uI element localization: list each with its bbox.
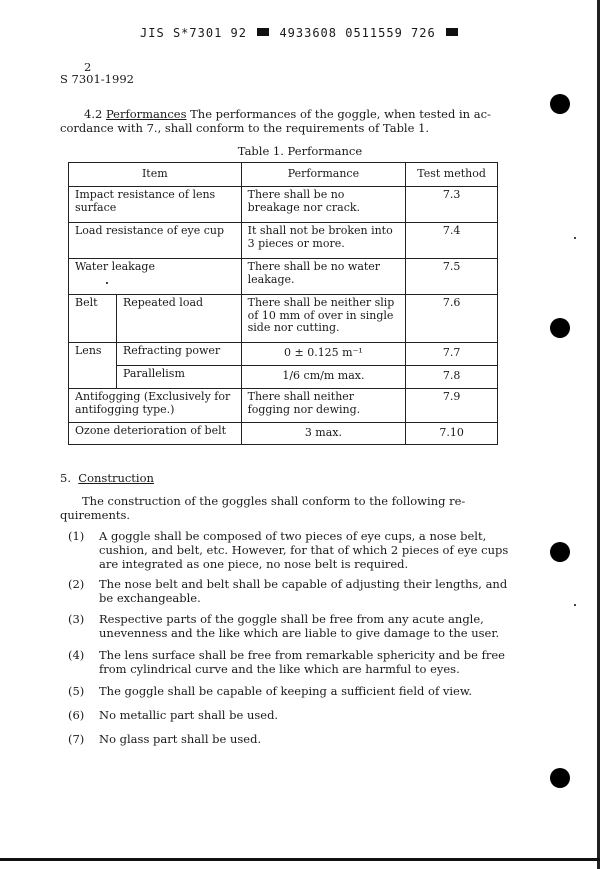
item-cell: Impact resistance of lens surface xyxy=(69,187,242,223)
performance-cell: There shall be no breakage nor crack. xyxy=(241,187,406,223)
requirement-item xyxy=(68,577,508,605)
table-row xyxy=(69,187,498,223)
requirement-text: The goggle shall be capable of keeping a sufficient field of view. xyxy=(99,684,472,698)
item-cell: Ozone deterioration of belt xyxy=(69,423,242,445)
item-cell: Parallelism xyxy=(116,366,241,389)
column-header-performance: Performance xyxy=(241,163,406,187)
section-4-2-number: 4.2 xyxy=(84,107,103,121)
requirement-number: (5) xyxy=(68,684,85,698)
performance-table xyxy=(68,162,498,445)
method-cell: 7.6 xyxy=(406,295,498,343)
requirement-number: (1) xyxy=(68,529,85,543)
item-cell: Antifogging (Exclusively for antifogging type.) xyxy=(69,389,242,423)
item-cell: Repeated load xyxy=(116,295,241,343)
requirement-text: No metallic part shall be used. xyxy=(99,708,279,722)
scan-speck xyxy=(574,604,576,606)
punch-hole xyxy=(550,542,570,562)
method-cell: 7.4 xyxy=(406,223,498,259)
column-header-test-method: Test method xyxy=(406,163,498,187)
section-4-2-text: The performances of the goggle, when tested in ac- xyxy=(190,107,491,121)
method-cell: 7.7 xyxy=(406,343,498,366)
table-row xyxy=(69,366,498,389)
table-row xyxy=(69,423,498,445)
requirement-text: The lens surface shall be free from remarkable sphericity and be free from cylindrical curve and the like which are harmful to eyes. xyxy=(99,648,505,676)
requirement-number: (4) xyxy=(68,648,85,662)
table-row xyxy=(69,295,498,343)
page-number: 2 xyxy=(84,60,92,74)
punch-hole xyxy=(550,318,570,338)
group-cell-belt: Belt xyxy=(69,295,117,343)
table-row xyxy=(69,343,498,366)
scan-edge-bottom xyxy=(0,858,600,861)
section-5-intro-line2: quirements. xyxy=(60,508,131,522)
requirement-number: (6) xyxy=(68,708,85,722)
header-code: JIS S*7301 92 xyxy=(140,26,247,40)
table-row xyxy=(69,259,498,295)
requirement-text: The nose belt and belt shall be capable of adjusting their lengths, and be exchangeable. xyxy=(99,577,508,605)
method-cell: 7.9 xyxy=(406,389,498,423)
requirement-number: (2) xyxy=(68,577,85,591)
requirement-item xyxy=(68,529,508,571)
punch-hole xyxy=(550,94,570,114)
section-4-2-line1 xyxy=(84,107,498,122)
section-5-title: Construction xyxy=(78,471,154,485)
page-header xyxy=(0,26,600,40)
method-cell: 7.10 xyxy=(406,423,498,445)
section-4-2-title: Performances xyxy=(105,107,187,121)
scan-speck xyxy=(574,237,576,239)
requirement-number: (7) xyxy=(68,732,85,746)
table-row xyxy=(69,223,498,259)
group-cell-lens: Lens xyxy=(69,343,117,389)
requirement-text: Respective parts of the goggle shall be free from any acute angle, unevenness and the like which are liable to give damage to the user. xyxy=(99,612,500,640)
header-barcode-number: 4933608 0511559 726 xyxy=(279,26,436,40)
performance-cell: 1/6 cm/m max. xyxy=(241,366,406,389)
performance-cell: There shall be no water leakage. xyxy=(241,259,406,295)
performance-cell: There shall neither fogging nor dewing. xyxy=(241,389,406,423)
header-block-mark xyxy=(257,28,269,36)
section-5-number: 5. xyxy=(60,471,71,485)
requirement-item xyxy=(68,612,508,640)
table-caption: Table 1. Performance xyxy=(237,144,363,158)
method-cell: 7.8 xyxy=(406,366,498,389)
requirement-number: (3) xyxy=(68,612,85,626)
requirement-item xyxy=(68,648,508,676)
table-header-row xyxy=(69,163,498,187)
item-cell: Water leakage xyxy=(69,259,242,295)
punch-hole xyxy=(550,768,570,788)
performance-cell: 3 max. xyxy=(241,423,406,445)
requirement-text: No glass part shall be used. xyxy=(99,732,262,746)
method-cell: 7.5 xyxy=(406,259,498,295)
item-cell: Load resistance of eye cup xyxy=(69,223,242,259)
section-5-intro-line1: The construction of the goggles shall conform to the following re- xyxy=(82,494,466,508)
header-block-mark xyxy=(446,28,458,36)
method-cell: 7.3 xyxy=(406,187,498,223)
performance-cell: There shall be neither slip of 10 mm of over in single side nor cutting. xyxy=(241,295,406,343)
requirement-text: A goggle shall be composed of two pieces of eye cups, a nose belt, cushion, and belt, etc. However, for that of which 2 pieces of eye cups are integrated as one piece, no nose belt is required. xyxy=(99,529,509,571)
section-4-2-line2: cordance with 7., shall conform to the requirements of Table 1. xyxy=(60,121,430,135)
performance-cell: 0 ± 0.125 m⁻¹ xyxy=(241,343,406,366)
table-row xyxy=(69,389,498,423)
column-header-item: Item xyxy=(69,163,242,187)
performance-cell: It shall not be broken into 3 pieces or more. xyxy=(241,223,406,259)
item-cell: Refracting power xyxy=(116,343,241,366)
standard-number: S 7301-1992 xyxy=(60,72,134,86)
section-5-heading xyxy=(60,471,154,485)
